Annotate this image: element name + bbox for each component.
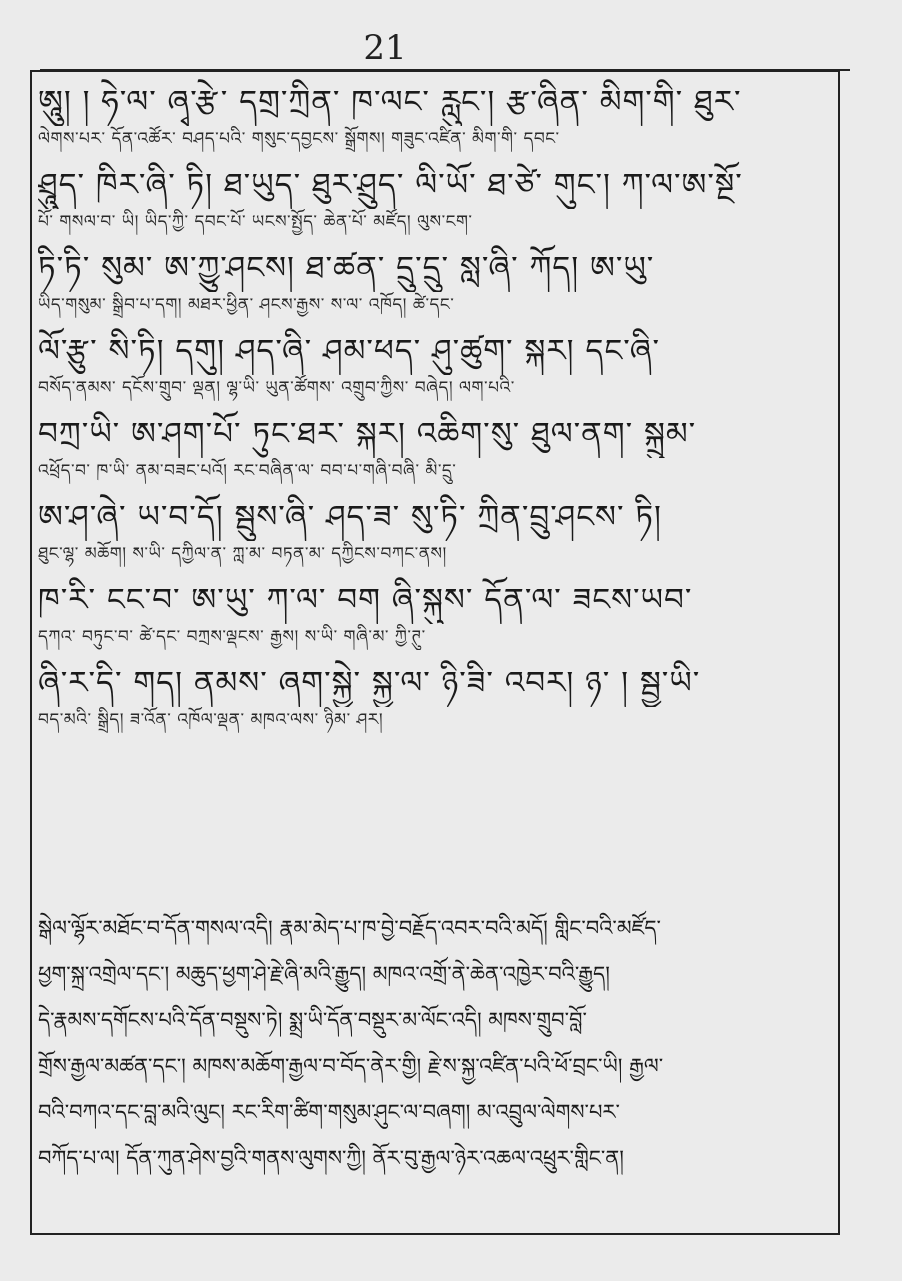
colophon-prose bbox=[38, 905, 838, 1181]
verse-gloss-line: བད་མའི་ སྒྲིད། ཟ་འོན་ འཁོལ་ལྡན་ མཁའ་ལས་ ཉིམ་ ཤར། bbox=[38, 710, 384, 730]
page-number: 21 bbox=[363, 28, 407, 68]
prose-line: དེ་རྣམས་དགོངས་པའི་དོན་བསྡུས་ཏེ། སྨྲ་ཡི་དོན་བསྡུར་མ་ལོང་འདི། མཁས་གྲུབ་བློ་ bbox=[38, 1008, 587, 1032]
verse-gloss-line: དཀའ་ བཏུང་བ་ ཚེ་དང་ བཀྲས་ལྡངས་ རྒྱས། ས་ཡི་ གཞི་མ་ ཀྱི་ཊུ་ bbox=[38, 627, 426, 647]
prose-line: གྲོས་རྒྱལ་མཚན་དང་། མཁས་མཆོག་རྒྱལ་བ་བོད་ནེར་གྱི། རྗེ་ས་སྐྱ་འཛིན་པའི་ཕོ་བྲང་ཡི། རྒྱལ་ bbox=[38, 1054, 664, 1078]
verse-main-line: ལོ་རྩུ་ སི་ཏི། དགུ། ཤད་ཞི་ ཤམ་ཕད་ ཤུ་ཚུག་ སྐར། དང་ཞི་ bbox=[38, 333, 661, 369]
verse-main-line: ཨཱུ། ། ཧེ་ལ་ ཞྭ་རྩེ་ དགྲ་ཀྲིན་ ཁ་ལང་ རླུང་། རྩ་ཞིན་ མིག་གི་ ཐུར་ bbox=[38, 84, 742, 120]
verse-gloss-line: ཡིད་གསུམ་ སྒྲིབ་པ་དག། མཐར་ཕྱིན་ ཤངས་རྒྱས་ ས་ལ་ འཁོད། ཚེ་དང་ bbox=[38, 295, 455, 315]
verse-main-line: ཁ་རི་ ངང་བ་ ཨ་ཡུ་ ཀ་ལ་ བག ཞི་སྐུས་ དོན་ལ་ ཟངས་ཡབ་ bbox=[38, 582, 693, 618]
verse-block bbox=[38, 78, 838, 742]
verse-main-line: ཞི་ར་དི་ གད། ནམས་ ཞག་སྐྱེ་ སྐྱ་ལ་ ཉི་ཟི་ འབར། ཉ་ ། སྦྱ་ཡི་ bbox=[38, 665, 701, 701]
verse-gloss-line: ལེགས་པར་ དོན་འཚོར་ བཤད་པའི་ གསུང་དབྱངས་ སྒྲོགས། གཟུང་འཛིན་ མིག་གི་ དབང་ bbox=[38, 129, 560, 149]
verse-main-line: བཀྲ་ཡི་ ཨ་ཤག་པོ་ ཏུང་ཐར་ སྐར། འཆིག་སུ་ ཐུལ་ནག་ སྐྲུམ་ bbox=[38, 416, 697, 452]
verse-gloss-line: ཐུང་ལྷ་ མཆོག། ས་ཡི་ དཀྱིལ་ན་ ཀླ་མ་ བཏན་མ་ དཀྱིངས་བཀང་ནས། bbox=[38, 544, 447, 564]
verse-main-line: ཨ་ཤ་ཞེ་ ཡ་བ་དོ། སྦུས་ཞི་ ཤད་ཟ་ སུ་ཏི་ ཀྲིན་བྲུ་ཤངས་ ཏི། bbox=[38, 499, 662, 535]
prose-line: བའི་བཀའ་དང་བླ་མའི་ལུང། རང་རིག་ཚིག་གསུམ་ཤུང་ལ་བཞག། མ་འབྲུལ་ལེགས་པར་ bbox=[38, 1100, 620, 1124]
verse-main-line: ཤྲཱུད་ ཁིར་ཞི་ ཏི། ཐ་ཡུད་ ཐུར་ཤྲུད་ ལི་ཡོ་ ཐ་ཙེ་ གུང་། ཀ་ལ་ཨ་སྔོ་ bbox=[38, 167, 743, 203]
verse-main-line: ཏི་ཏི་ སུམ་ ཨ་ཀྱུ་ཤངས། ཐ་ཚན་ དྲུ་དྲུ་ སླ་ཞི་ ཀོད། ཨ་ཡུ་ bbox=[38, 250, 655, 286]
prose-line: སྒེལ་ལྷོར་མཐོང་བ་དོན་གསལ་འདི། རྣམ་མེད་པ་ཁ་བྱེ་བརྗོད་འབར་བའི་མདོ། གླིང་བའི་མཛོད་ bbox=[38, 916, 661, 940]
prose-line: ཕྱག་སྐྲ་འགྲེལ་དང་། མཆུད་ཕྱག་ཤེ་རྗེ་ཞི་མའི་རྒྱུད། མཁའ་འགྲོ་ནེ་ཆེན་འཁྱེར་བའི་རྒྱུད། bbox=[38, 962, 610, 986]
verse-gloss-line: བསོད་ནམས་ དངོས་གྲུབ་ ལྡན། ལྷ་ཡི་ ཡུན་ཚོགས་ འགྲུབ་ཀྱིས་ བཞེད། ལག་པའི་ bbox=[38, 378, 515, 398]
prose-line: བཀོད་པ་ལ། དོན་ཀུན་ཤེས་བྱའི་གནས་ལུགས་ཀྱི། ནོར་བུ་རྒྱལ་ཉེར་འཆལ་འཕྲུར་གླིང་ན། bbox=[38, 1146, 624, 1170]
verse-gloss-line: འཕྲོད་བ་ ཁ་ཡི་ ནམ་བཟང་པའོ། རང་བཞིན་ལ་ བབ་པ་གཞི་བཞི་ མི་དྲུ་ bbox=[38, 461, 457, 481]
verse-gloss-line: པོ་ གསལ་བ་ ཡི། ཡིད་ཀྱི་ དབང་པོ་ ཡངས་སྤྱོད་ ཆེན་པོ་ མཛོད། ལུས་ངག་ bbox=[38, 212, 473, 232]
